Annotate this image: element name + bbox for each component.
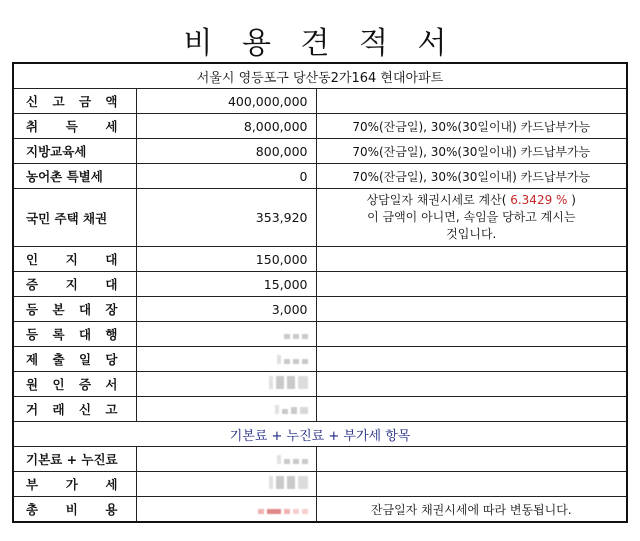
redacted-amount [136, 472, 316, 497]
bond-label: 국민 주택 채권 [13, 189, 136, 247]
redacted-block [274, 452, 308, 467]
table-row [13, 297, 627, 322]
table-row [13, 89, 627, 114]
row-label: 인 지 대 [13, 247, 136, 272]
property-address: 서울시 영등포구 당산동2가164 현대아파트 [13, 63, 627, 89]
table-row [13, 447, 627, 472]
row-label: 증 지 대 [13, 272, 136, 297]
row-note: 70%(잔금일), 30%(30일이내) 카드납부가능 [316, 114, 627, 139]
table-row [13, 247, 627, 272]
row-label: 기본료 + 누진료 [13, 447, 136, 472]
row-amount: 3,000 [136, 297, 316, 322]
bond-rate: 6.3429 % [506, 193, 572, 207]
total-note: 잔금일자 채권시세에 따라 변동됩니다. [316, 497, 627, 523]
redacted-block [266, 476, 308, 492]
table-row [13, 322, 627, 347]
bond-amount: 353,920 [136, 189, 316, 247]
bond-note-line2: 이 금액이 아니면, 속임을 당하고 계시는 [367, 210, 576, 224]
bond-note-line3: 것입니다. [446, 227, 497, 241]
row-note [316, 89, 627, 114]
redacted-block [255, 502, 308, 517]
row-label: 총 비 용 [13, 497, 136, 523]
row-note [316, 297, 627, 322]
total-row [13, 497, 627, 523]
redacted-total [136, 497, 316, 523]
redacted-amount [136, 372, 316, 397]
row-label: 제 출 일 당 [13, 347, 136, 372]
row-amount: 0 [136, 164, 316, 189]
row-note [316, 272, 627, 297]
row-note: 70%(잔금일), 30%(30일이내) 카드납부가능 [316, 164, 627, 189]
row-amount: 8,000,000 [136, 114, 316, 139]
row-amount: 15,000 [136, 272, 316, 297]
redacted-block [266, 376, 308, 392]
row-amount: 400,000,000 [136, 89, 316, 114]
redacted-block [274, 352, 308, 367]
table-row [13, 164, 627, 189]
row-note: 70%(잔금일), 30%(30일이내) 카드납부가능 [316, 139, 627, 164]
redacted-amount [136, 397, 316, 422]
row-amount: 800,000 [136, 139, 316, 164]
row-note [316, 397, 627, 422]
row-label: 거 래 신 고 [13, 397, 136, 422]
redacted-amount [136, 322, 316, 347]
row-label: 등 본 대 장 [13, 297, 136, 322]
row-note [316, 472, 627, 497]
redacted-amount [136, 447, 316, 472]
row-label: 부 가 세 [13, 472, 136, 497]
table-row [13, 139, 627, 164]
row-label: 원 인 증 서 [13, 372, 136, 397]
row-label: 취 득 세 [13, 114, 136, 139]
bond-note [316, 189, 627, 247]
bond-note-text: 상담일자 채권시세로 계산( [366, 193, 507, 207]
table-row [13, 372, 627, 397]
bond-note-close: ) [571, 193, 576, 207]
row-label: 지방교육세 [13, 139, 136, 164]
section-header-row [13, 422, 627, 447]
table-row [13, 114, 627, 139]
table-row [13, 397, 627, 422]
redacted-amount [136, 347, 316, 372]
row-label: 신 고 금 액 [13, 89, 136, 114]
row-note [316, 447, 627, 472]
table-row [13, 472, 627, 497]
row-amount: 150,000 [136, 247, 316, 272]
row-label: 농어촌 특별세 [13, 164, 136, 189]
table-row [13, 272, 627, 297]
address-row [13, 63, 627, 89]
document-title: 비 용 견 적 서 [183, 26, 457, 61]
row-note [316, 372, 627, 397]
row-note [316, 322, 627, 347]
bond-row [13, 189, 627, 247]
redacted-block [272, 402, 308, 417]
row-note [316, 347, 627, 372]
estimate-table [12, 62, 628, 523]
redacted-block [281, 327, 308, 342]
section-header: 기본료 + 누진료 + 부가세 항목 [13, 422, 627, 447]
table-row [13, 347, 627, 372]
bond-note-line1 [323, 192, 621, 209]
row-note [316, 247, 627, 272]
row-label: 등 록 대 행 [13, 322, 136, 347]
